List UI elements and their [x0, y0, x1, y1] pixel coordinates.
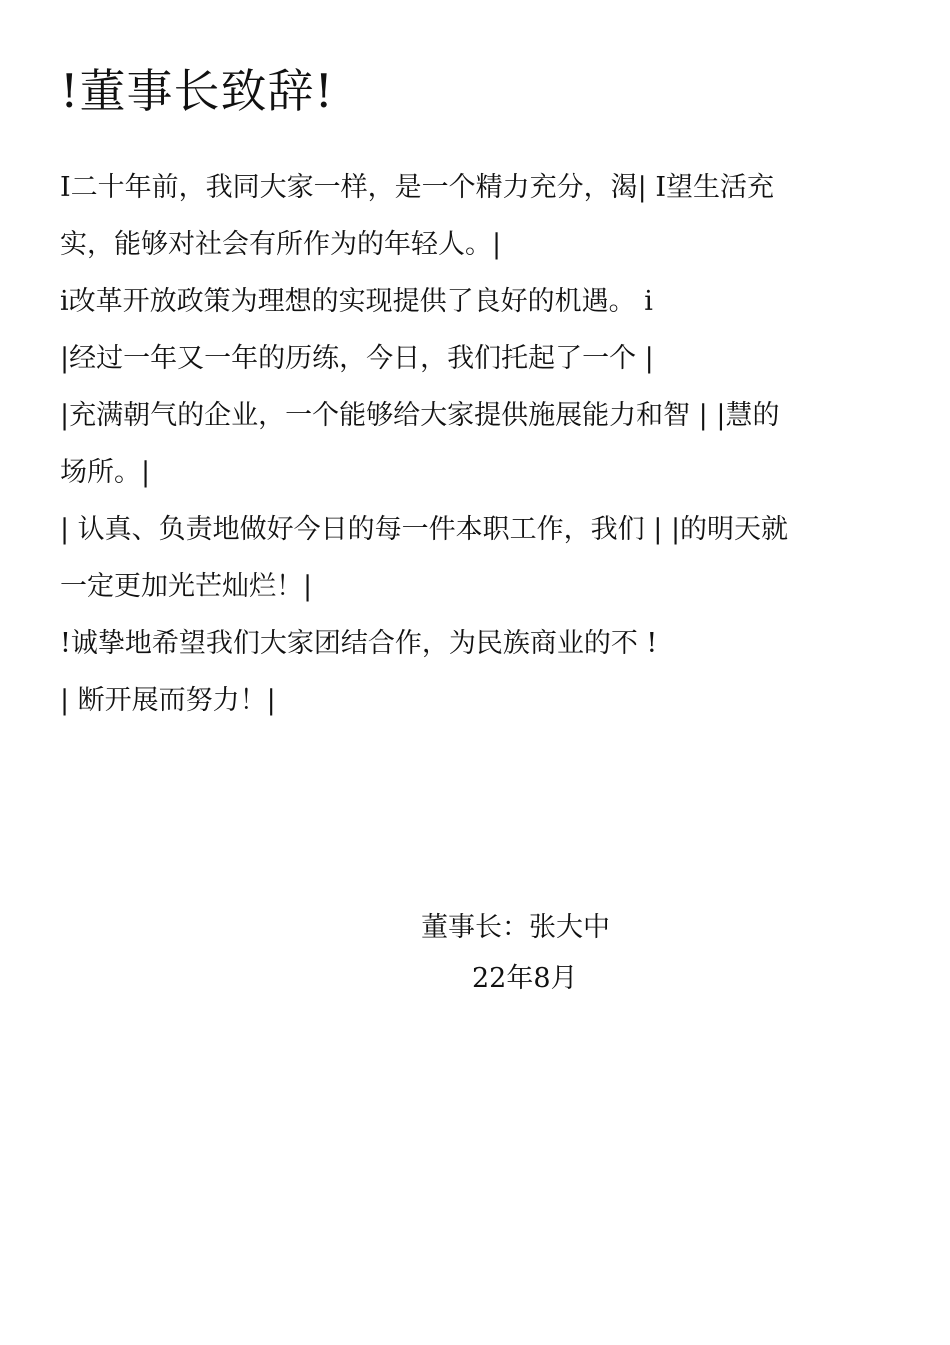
body-line: |充满朝气的企业，一个能够给大家提供施展能力和智 | |慧的 [60, 400, 780, 431]
body-line: 一定更加光芒灿烂！| [60, 571, 313, 602]
body-line: i改革开放政策为理想的实现提供了良好的机遇。 i [60, 286, 653, 317]
signature-date: 22年8月 [472, 963, 578, 994]
body-line: 场所。| [60, 457, 151, 488]
body-line: | 断开展而努力！| [60, 685, 276, 716]
body-line: | 认真、负责地做好今日的每一件本职工作，我们 | |的明天就 [60, 514, 789, 545]
signature-name: 董事长：张大中 [421, 912, 610, 943]
body-line: 实，能够对社会有所作为的年轻人。| [60, 229, 502, 260]
document-title: !董事长致辞! [60, 64, 334, 118]
body-line: |经过一年又一年的历练，今日，我们托起了一个 | [60, 343, 654, 374]
body-line: !诚挚地希望我们大家团结合作，为民族商业的不 ! [60, 628, 658, 659]
body-line: I二十年前，我同大家一样，是一个精力充分，渴| I望生活充 [60, 172, 775, 203]
